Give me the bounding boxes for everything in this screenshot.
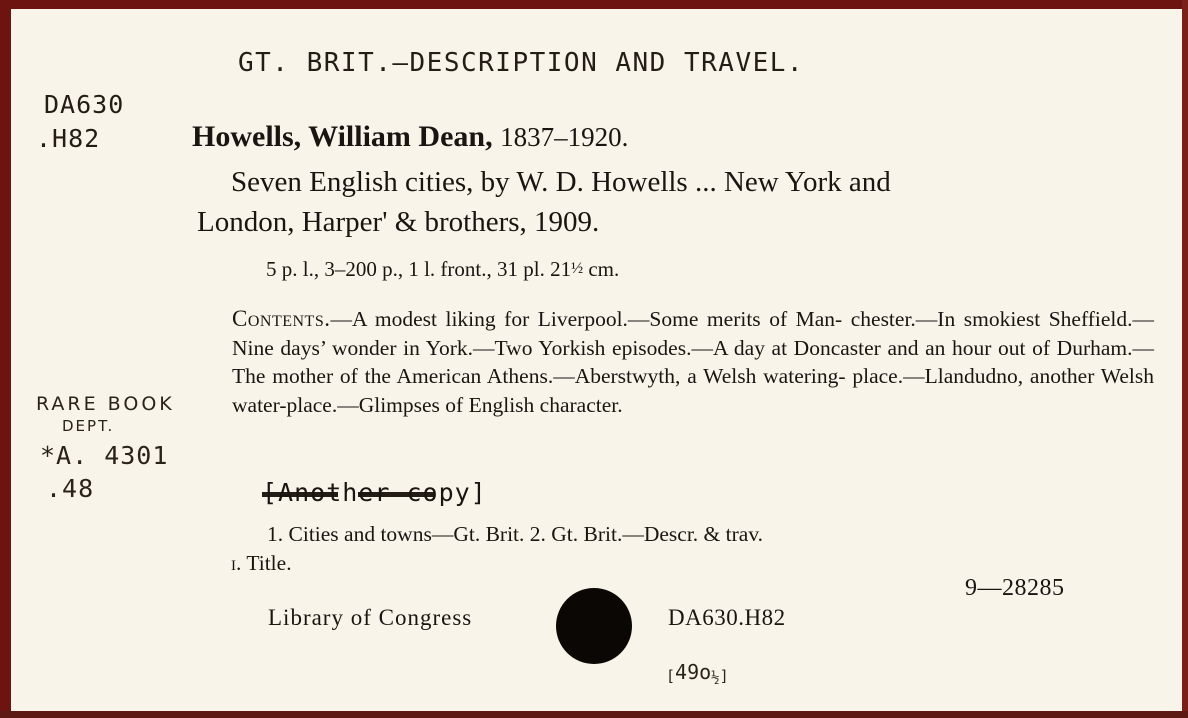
contents-line-4: The mother of the American Athens.—Aberstwyth, a Welsh watering- <box>232 364 846 388</box>
title-line-1: Seven English cities, by W. D. Howells ... New York and <box>231 166 891 198</box>
bottom-code-main: 49o <box>675 660 712 684</box>
rare-book-stamp-line-3: *A. 4301 <box>40 441 169 470</box>
subject-heading: GT. BRIT.—DESCRIPTION AND TRAVEL. <box>238 48 805 78</box>
bottom-code-close-bracket: ] <box>719 667 729 685</box>
subject-tracing <box>231 520 1131 578</box>
library-of-congress-imprint: Library of Congress <box>268 605 473 630</box>
contents-label: Contents. <box>232 306 331 331</box>
rare-book-stamp-line-4: .48 <box>46 474 95 503</box>
tracing-line-1: 1. Cities and towns—Gt. Brit. 2. Gt. Brit.—Descr. & trav. <box>267 522 764 546</box>
lc-card-number: 9—28285 <box>965 575 1065 601</box>
scan-edge-left <box>0 0 11 718</box>
author-statement <box>192 120 628 154</box>
rare-book-stamp-line-1: RARE BOOK <box>36 393 175 415</box>
bottom-code-open-bracket: [ <box>666 667 676 685</box>
contents-note <box>232 305 1154 419</box>
rare-book-stamp <box>36 393 175 503</box>
tracing-title-entry: Title. <box>241 551 292 575</box>
contents-line-6: character. <box>539 392 623 417</box>
call-number-line-1: DA630 <box>44 90 125 119</box>
tracing-line-2 <box>231 549 1131 578</box>
scan-edge-top <box>0 0 1188 9</box>
scan-edge-bottom <box>0 711 1188 718</box>
punch-hole <box>556 588 632 664</box>
call-number-line-2: .H82 <box>36 124 101 153</box>
bottom-code <box>666 660 729 686</box>
contents-line-5: place.—Llandudno, another Welsh water-place.—Glimpses of English <box>232 364 1155 417</box>
collation-pre: 5 p. l., 3–200 p., 1 l. front., 31 pl. 21 <box>266 257 572 281</box>
contents-line-1: —A modest liking for Liverpool.—Some merits of Man- <box>330 307 843 331</box>
contents-line-3: Yorkish episodes.—A day at Doncaster and an hour out of Durham.— <box>538 335 1154 360</box>
author-dates: 1837–1920. <box>500 122 629 152</box>
title-line-2: London, Harper' & brothers, 1909. <box>197 206 600 238</box>
title-statement <box>197 162 1161 242</box>
collation-fraction: ½ <box>571 260 584 277</box>
contents-line-2: chester.—In smokiest Sheffield.—Nine days’ wonder in York.—Two <box>232 307 1155 360</box>
collation-post: cm. <box>583 257 620 281</box>
bottom-code-fraction: ½ <box>711 670 720 686</box>
another-copy-note: [Another copy] <box>262 478 487 507</box>
lc-call-number: DA630.H82 <box>668 605 786 630</box>
collation-statement <box>266 257 619 282</box>
scan-edge-right <box>1182 0 1188 718</box>
tracing-roman-numeral: i. <box>231 551 242 575</box>
rare-book-stamp-line-2: DEPT. <box>62 417 115 435</box>
author-name: Howells, William Dean, <box>192 120 493 153</box>
call-number-block <box>36 88 125 156</box>
